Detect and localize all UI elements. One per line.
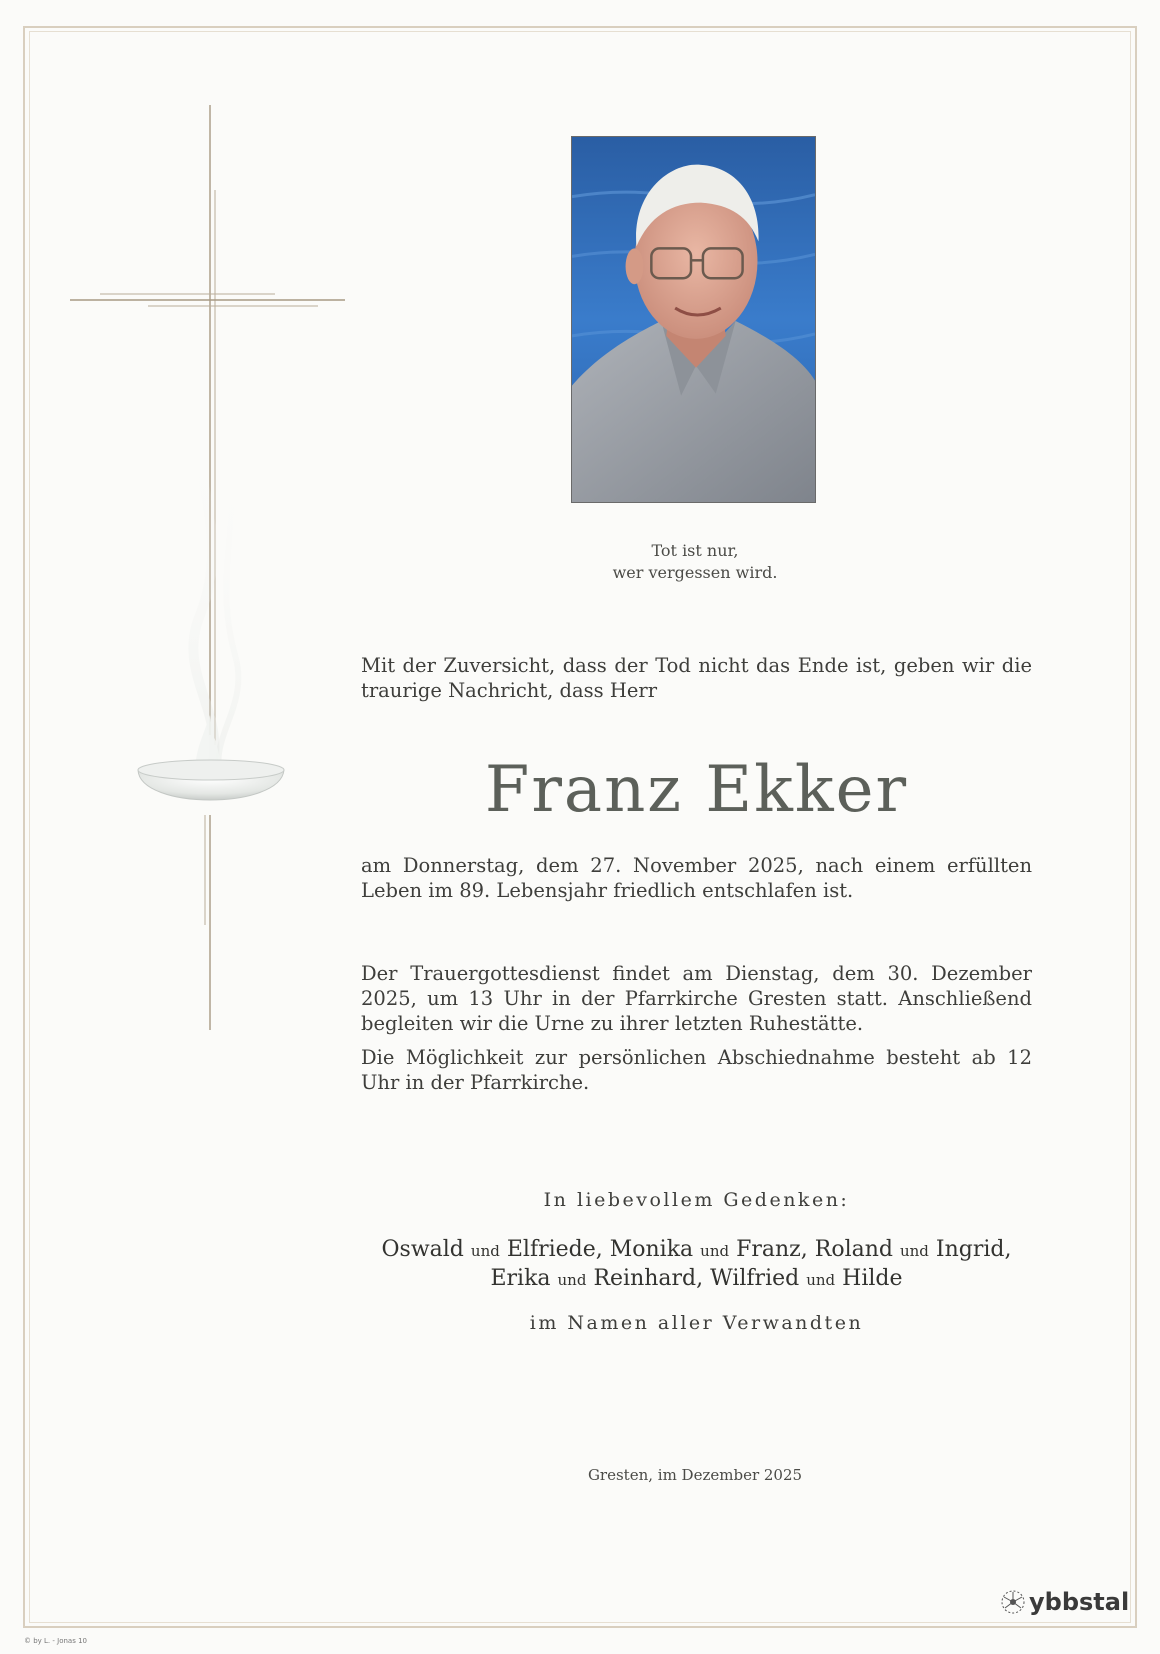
mourners-line-1 — [361, 1236, 1032, 1265]
copyright-note: © by L. - Jonas 10 — [24, 1637, 87, 1645]
memory-heading: In liebevollem Gedenken: — [543, 1189, 850, 1211]
motto — [530, 540, 860, 584]
connector-und: und — [470, 1242, 500, 1260]
mourner-name: Franz, Roland — [736, 1237, 893, 1262]
connector-und: und — [557, 1271, 587, 1289]
connector-und: und — [806, 1271, 836, 1289]
mourner-name: Elfriede, Monika — [506, 1237, 694, 1262]
place-date: Gresten, im Dezember 2025 — [587, 1466, 803, 1484]
deceased-name: Franz Ekker — [484, 753, 909, 827]
mourner-name: Erika — [490, 1266, 551, 1291]
mourner-name: Reinhard, Wilfried — [593, 1266, 800, 1291]
mourners-list — [361, 1236, 1032, 1294]
mourner-name: Hilde — [842, 1266, 903, 1291]
death-notice-text: am Donnerstag, dem 27. November 2025, nach einem erfüllten Leben im 89. Lebensjahr friedlich entschlafen ist. — [361, 854, 1032, 902]
mourner-name: Oswald — [381, 1237, 464, 1262]
motto-line-2: wer vergessen wird. — [612, 563, 778, 582]
brand-logo — [999, 1585, 1129, 1619]
dandelion-icon — [999, 1588, 1027, 1616]
connector-und: und — [899, 1242, 929, 1260]
intro-text: Mit der Zuversicht, dass der Tod nicht das Ende ist, geben wir die traurige Nachricht, dass Herr — [361, 654, 1032, 702]
farewell-text: Die Möglichkeit zur persönlichen Abschiednahme besteht ab 12 Uhr in der Pfarrkirche. — [361, 1046, 1032, 1094]
brand-name: ybbstal — [1029, 1588, 1130, 1616]
mourner-name: Ingrid, — [935, 1237, 1012, 1262]
portrait-photo — [571, 136, 816, 503]
motto-line-1: Tot ist nur, — [651, 541, 739, 560]
relatives-line: im Namen aller Verwandten — [529, 1312, 864, 1334]
funeral-service-text: Der Trauergottesdienst findet am Dienstag, dem 30. Dezember 2025, um 13 Uhr in der Pfarrkirche Gresten statt. Anschließend begleiten wir die Urne zu ihrer letzten Ruhestätte. — [361, 962, 1032, 1035]
mourners-line-2 — [361, 1265, 1032, 1294]
connector-und: und — [700, 1242, 730, 1260]
cross-bowl-ornament — [60, 95, 360, 1035]
